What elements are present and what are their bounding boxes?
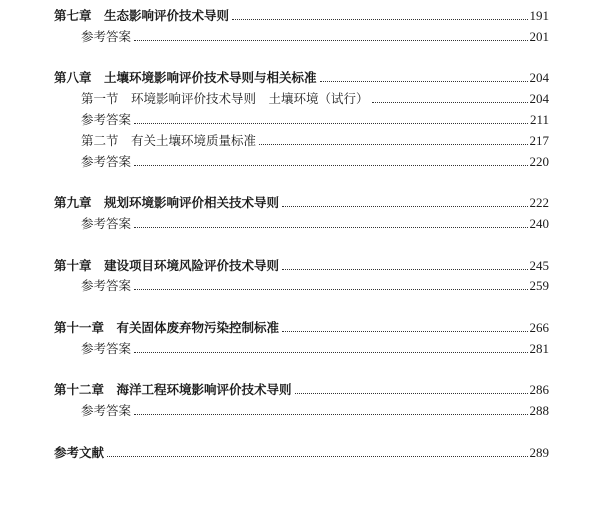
toc-entry-chapter-8[interactable] xyxy=(0,66,606,86)
toc-leader xyxy=(232,18,527,20)
toc-label: 第九章 规划环境影响评价相关技术导则 xyxy=(54,195,280,210)
toc-page-number: 259 xyxy=(529,278,549,293)
toc-page-number: 211 xyxy=(529,112,549,127)
toc-label: 第二节 有关土壤环境质量标准 xyxy=(81,133,257,148)
toc-page-number: 240 xyxy=(529,216,549,231)
toc-entry-section-8-1[interactable] xyxy=(0,87,606,107)
toc-page-number: 217 xyxy=(529,133,549,148)
toc-entry-answers-12[interactable] xyxy=(0,399,606,419)
toc-page-number: 289 xyxy=(529,445,549,460)
toc-entry-chapter-12[interactable] xyxy=(0,378,606,398)
toc-page-number: 288 xyxy=(529,403,549,418)
toc-leader xyxy=(134,288,527,290)
toc-page-number: 204 xyxy=(529,70,549,85)
toc-leader xyxy=(134,413,527,415)
toc-leader xyxy=(259,143,527,145)
toc-label: 参考答案 xyxy=(81,154,132,169)
toc-page-number: 201 xyxy=(529,29,549,44)
toc-entry-answers-10[interactable] xyxy=(0,274,606,294)
toc-label: 参考答案 xyxy=(81,112,132,127)
toc-label: 第一节 环境影响评价技术导则 土壤环境（试行） xyxy=(81,91,369,106)
toc-page-number: 281 xyxy=(529,341,549,356)
toc-entry-answers-8-1[interactable] xyxy=(0,108,606,128)
toc-leader xyxy=(134,164,527,166)
toc-entry-chapter-11[interactable] xyxy=(0,316,606,336)
toc-label: 第七章 生态影响评价技术导则 xyxy=(54,8,230,23)
toc-entry-answers-11[interactable] xyxy=(0,337,606,357)
toc-leader xyxy=(320,80,528,82)
toc-page-number: 204 xyxy=(529,91,549,106)
toc-entry-references[interactable] xyxy=(0,441,606,461)
toc-leader xyxy=(134,226,527,228)
toc-leader xyxy=(282,205,527,207)
toc-label: 参考答案 xyxy=(81,341,132,356)
toc-label: 第十章 建设项目环境风险评价技术导则 xyxy=(54,258,280,273)
toc-label: 参考答案 xyxy=(81,216,132,231)
toc-leader xyxy=(372,101,528,103)
toc-label: 参考文献 xyxy=(54,445,105,460)
toc-entry-answers-7[interactable] xyxy=(0,25,606,45)
toc-page-number: 286 xyxy=(529,382,549,397)
toc-leader xyxy=(134,122,528,124)
toc-leader xyxy=(107,455,527,457)
toc-leader xyxy=(295,392,528,394)
toc-label: 参考答案 xyxy=(81,403,132,418)
toc-label: 第八章 土壤环境影响评价技术导则与相关标准 xyxy=(54,70,317,85)
toc-entry-chapter-9[interactable] xyxy=(0,191,606,211)
toc-page-number: 222 xyxy=(529,195,549,210)
toc-label: 第十一章 有关固体废弃物污染控制标准 xyxy=(54,320,280,335)
toc-leader xyxy=(134,351,527,353)
toc-entry-answers-9[interactable] xyxy=(0,212,606,232)
toc-entry-section-8-2[interactable] xyxy=(0,129,606,149)
toc-label: 参考答案 xyxy=(81,278,132,293)
toc-label: 参考答案 xyxy=(81,29,132,44)
toc-leader xyxy=(282,268,527,270)
toc-page-number: 191 xyxy=(529,8,549,23)
toc-entry-chapter-10[interactable] xyxy=(0,254,606,274)
toc-page-number: 266 xyxy=(529,320,549,335)
toc-page-number: 220 xyxy=(529,154,549,169)
toc-entry-answers-8-2[interactable] xyxy=(0,150,606,170)
toc-leader xyxy=(282,330,527,332)
toc-page-number: 245 xyxy=(529,258,549,273)
toc-label: 第十二章 海洋工程环境影响评价技术导则 xyxy=(54,382,292,397)
toc-entry-chapter-7[interactable] xyxy=(0,4,606,24)
toc-leader xyxy=(134,39,527,41)
